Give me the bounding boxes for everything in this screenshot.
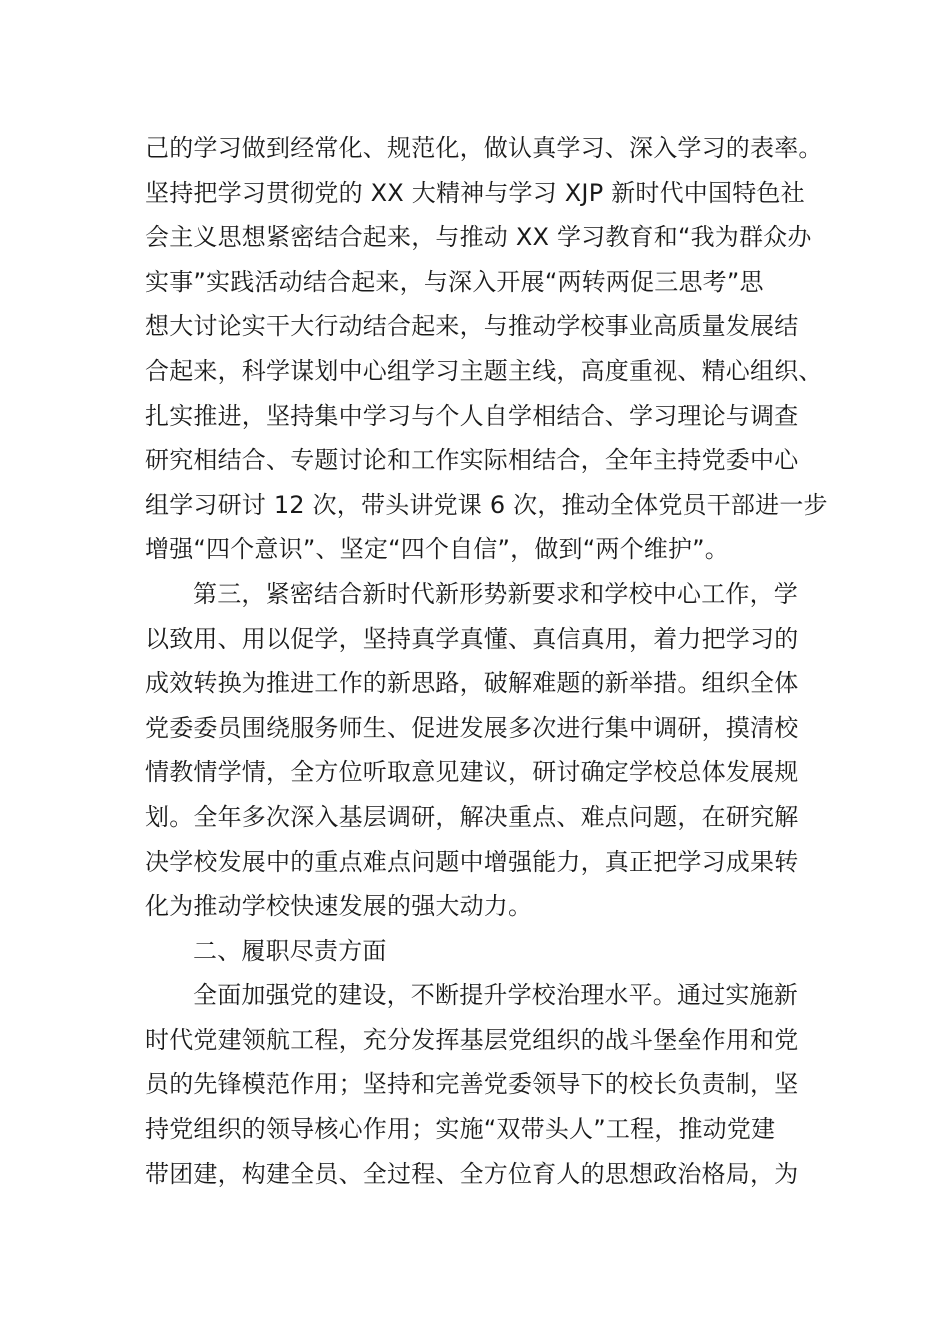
body-line: 研究相结合、专题讨论和工作实际相结合，全年主持党委中心 <box>145 446 799 475</box>
body-line: 决学校发展中的重点难点问题中增强能力，真正把学习成果转 <box>145 847 799 876</box>
body-line: 划。全年多次深入基层调研，解决重点、难点问题，在研究解 <box>145 802 799 831</box>
body-line: 党委委员围绕服务师生、促进发展多次进行集中调研，摸清校 <box>145 713 799 742</box>
body-line: 己的学习做到经常化、规范化，做认真学习、深入学习的表率。 <box>145 134 823 162</box>
paragraph-start-line: 第三，紧密结合新时代新形势新要求和学校中心工作，学 <box>193 579 798 608</box>
document-body <box>145 126 828 1196</box>
body-line: 成效转换为推进工作的新思路，破解难题的新举措。组织全体 <box>145 669 799 698</box>
section-heading: 二、履职尽责方面 <box>193 936 387 965</box>
body-line: 持党组织的领导核心作用；实施“双带头人”工程，推动党建 <box>145 1115 776 1144</box>
paragraph-start-line: 全面加强党的建设，不断提升学校治理水平。通过实施新 <box>193 981 798 1010</box>
body-line: 以致用、用以促学，坚持真学真懂、真信真用，着力把学习的 <box>145 624 799 653</box>
body-line: 想大讨论实干大行动结合起来，与推动学校事业高质量发展结 <box>145 312 799 341</box>
body-line: 增强“四个意识”、坚定“四个自信”，做到“两个维护”。 <box>145 535 729 564</box>
body-line: 带团建，构建全员、全过程、全方位育人的思想政治格局，为 <box>145 1159 799 1188</box>
body-line: 情教情学情，全方位听取意见建议，研讨确定学校总体发展规 <box>145 758 799 787</box>
body-line: 员的先锋模范作用；坚持和完善党委领导下的校长负责制，坚 <box>145 1070 799 1099</box>
body-line: 化为推动学校快速发展的强大动力。 <box>145 892 533 921</box>
body-line: 时代党建领航工程，充分发挥基层党组织的战斗堡垒作用和党 <box>145 1025 799 1054</box>
body-line: 合起来，科学谋划中心组学习主题主线，高度重视、精心组织、 <box>145 356 823 385</box>
body-line: 实事”实践活动结合起来，与深入开展“两转两促三思考”思 <box>145 267 764 296</box>
body-line: 会主义思想紧密结合起来，与推动 XX 学习教育和“我为群众办 <box>145 223 812 252</box>
body-line: 扎实推进，坚持集中学习与个人自学相结合、学习理论与调查 <box>145 401 799 430</box>
body-line: 坚持把学习贯彻党的 XX 大精神与学习 XJP 新时代中国特色社 <box>145 178 805 207</box>
body-line: 组学习研讨 12 次，带头讲党课 6 次，推动全体党员干部进一步 <box>145 490 828 519</box>
